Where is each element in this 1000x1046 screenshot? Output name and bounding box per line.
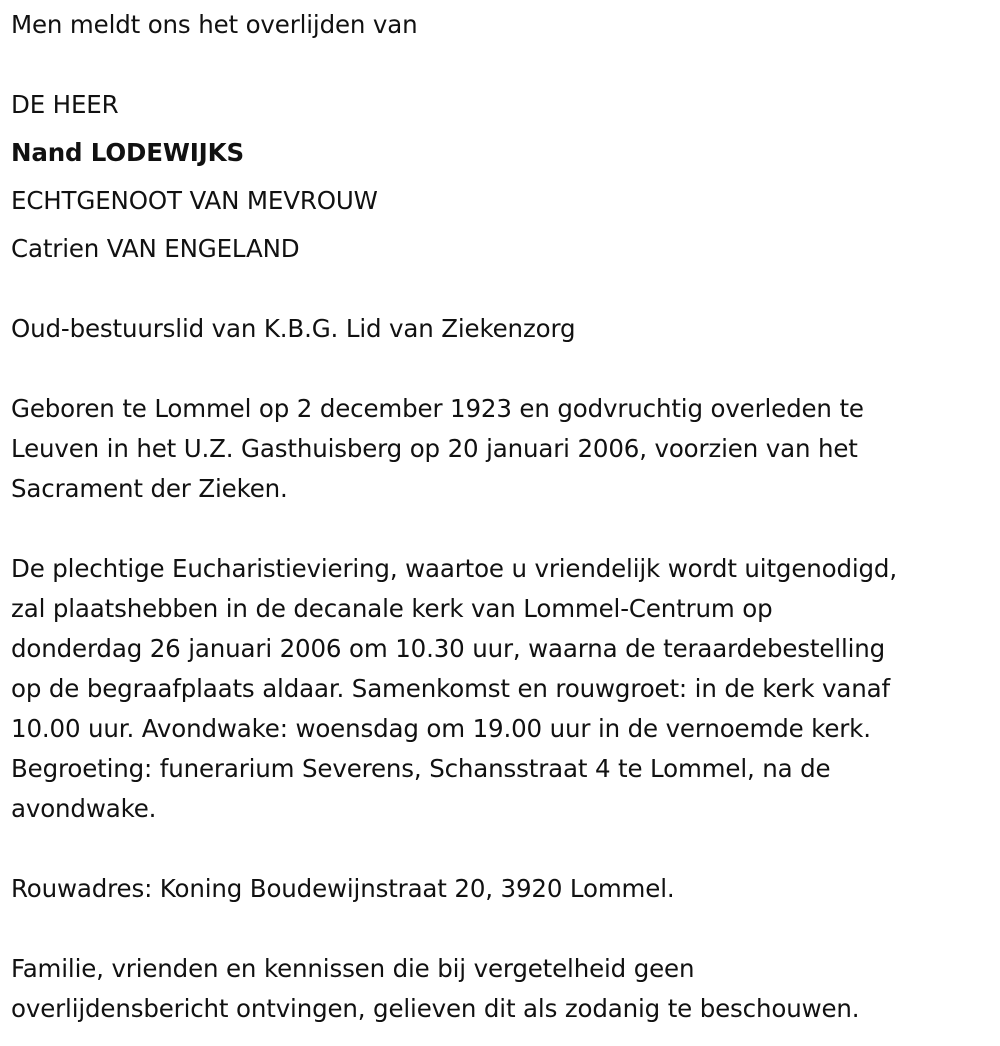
spouse-label: ECHTGENOOT VAN MEVROUW	[11, 186, 378, 215]
address-line: Rouwadres: Koning Boudewijnstraat 20, 3920 Lommel.	[11, 874, 675, 903]
honorific: DE HEER	[11, 90, 119, 119]
paragraph-line: avondwake.	[11, 794, 157, 823]
deceased-name: Nand LODEWIJKS	[11, 138, 244, 167]
spouse-name: Catrien VAN ENGELAND	[11, 234, 300, 263]
paragraph-line: Begroeting: funerarium Severens, Schansstraat 4 te Lommel, na de	[11, 754, 831, 783]
paragraph-line: De plechtige Eucharistieviering, waartoe u vriendelijk wordt uitgenodigd,	[11, 554, 897, 583]
paragraph-line: Sacrament der Zieken.	[11, 474, 288, 503]
ceremony-paragraph	[11, 549, 897, 829]
paragraph-line: Leuven in het U.Z. Gasthuisberg op 20 januari 2006, voorzien van het	[11, 434, 858, 463]
roles-text: Oud-bestuurslid van K.B.G. Lid van Ziekenzorg	[11, 314, 576, 343]
intro-text: Men meldt ons het overlijden van	[11, 10, 418, 39]
address-paragraph	[11, 869, 675, 909]
paragraph-line: donderdag 26 januari 2006 om 10.30 uur, waarna de teraardebestelling	[11, 634, 886, 663]
paragraph-line: op de begraafplaats aldaar. Samenkomst en rouwgroet: in de kerk vanaf	[11, 674, 890, 703]
birth-death-paragraph	[11, 389, 864, 509]
paragraph-line: Geboren te Lommel op 2 december 1923 en godvruchtig overleden te	[11, 394, 864, 423]
paragraph-line: overlijdensbericht ontvingen, gelieven dit als zodanig te beschouwen.	[11, 994, 860, 1023]
paragraph-line: 10.00 uur. Avondwake: woensdag om 19.00 uur in de vernoemde kerk.	[11, 714, 871, 743]
paragraph-line: zal plaatshebben in de decanale kerk van Lommel-Centrum op	[11, 594, 773, 623]
paragraph-line: Familie, vrienden en kennissen die bij vergetelheid geen	[11, 954, 695, 983]
closing-paragraph	[11, 949, 859, 1029]
